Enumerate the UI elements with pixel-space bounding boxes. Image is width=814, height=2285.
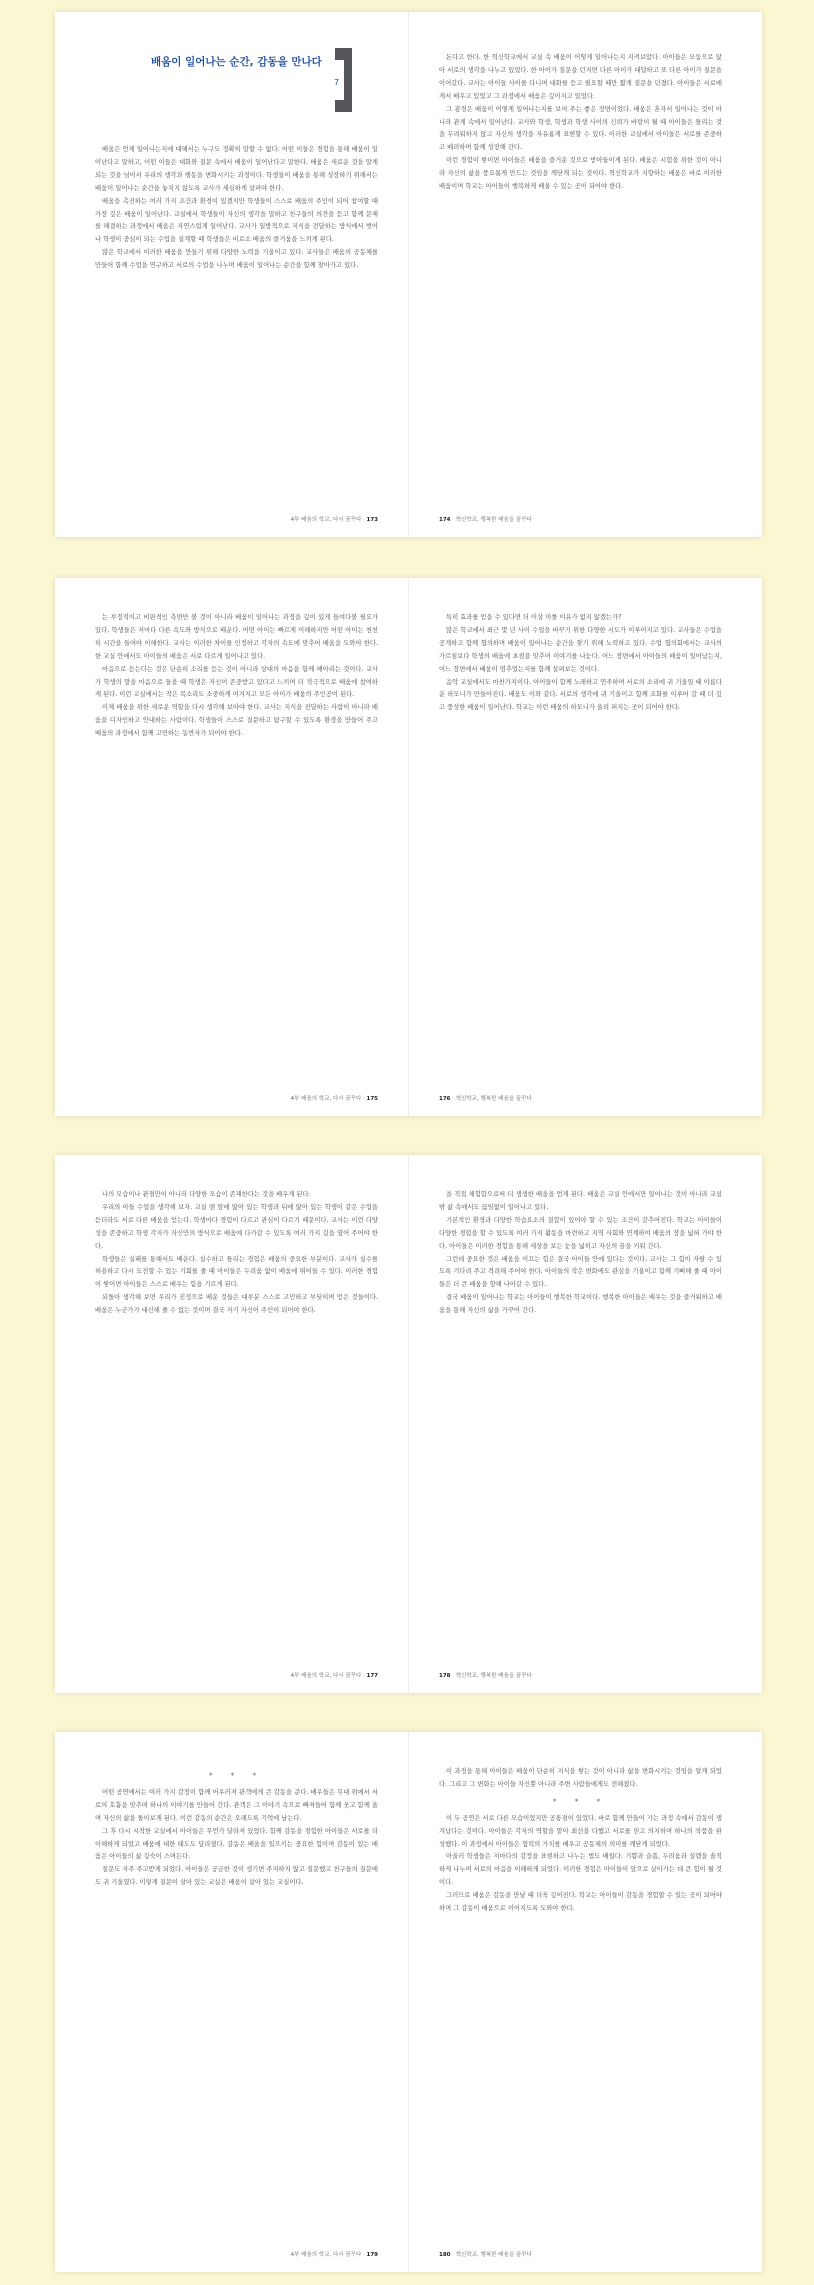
page-body-text: [95, 144, 378, 273]
page-174: [409, 12, 762, 537]
paragraph: 어떤 공연에서는 여러 가지 감정이 함께 어우러져 관객에게 큰 감동을 준다. 배우들은 무대 위에서 서로의 호흡을 맞추며 하나의 이야기를 만들어 간다. 관객은 그 이야기 속으로 빠져들어 함께 웃고 함께 울며 자신의 삶을 돌아보게 된다. 이런 감동의 순간은 오래도록 기억에 남는다.: [95, 1788, 378, 1822]
paragraph: 되돌아 생각해 보면 우리가 진정으로 배운 것들은 대부분 스스로 고민하고 부딪히며 얻은 것들이다. 배움은 누군가가 대신해 줄 수 없는 것이며 결국 자기 자신이 주인이 되어야 한다.: [95, 1294, 378, 1315]
page-footer: 4부 배움의 학교, 다시 꿈꾸다 · 175: [290, 1096, 378, 1102]
page-number: 176: [439, 1096, 451, 1102]
page-footer: 180 · 혁신학교, 행복한 배움을 꿈꾸다: [439, 2252, 532, 2258]
paragraph: 많은 학교에서 최근 몇 년 사이 수업을 바꾸기 위한 다양한 시도가 이루어지고 있다. 교사들은 수업을 공개하고 함께 협의하며 배움이 일어나는 순간을 찾기 위해 노력하고 있다. 수업 협의회에서는 교사의 가르침보다 학생의 배움에 초점을 맞추어 이야기를 나눈다. 어느 장면에서 아이들의 배움이 일어났는지, 어느 장면에서 배움이 멈추었는지를 함께 살펴보는 것이다.: [439, 626, 722, 673]
page-175: [55, 578, 408, 1116]
footer-label: 혁신학교, 행복한 배움을 꿈꾸다: [455, 1673, 532, 1679]
section-divider-stars: * * *: [553, 1797, 608, 1806]
book-spread-1: [55, 12, 762, 537]
page-body-text: [439, 1189, 722, 1318]
paragraph: 특히 효과를 얻을 수 있다면 더 이상 미룰 이유가 없지 않겠는가?: [446, 614, 622, 621]
page-body-text: [95, 1766, 378, 1890]
footer-label: 4부 배움의 학교, 다시 꿈꾸다: [290, 1673, 362, 1679]
paragraph: 을 직접 체험함으로써 더 생생한 배움을 얻게 된다. 배움은 교실 안에서만 일어나는 것이 아니라 교실 밖 삶 속에서도 끊임없이 일어나고 있다.: [439, 1191, 722, 1211]
paragraph: 그 광경은 배움이 어떻게 일어나는지를 보여 주는 좋은 장면이었다. 배움은 혼자서 일어나는 것이 아니라 관계 속에서 일어난다. 교사와 학생, 학생과 학생 사이의 신뢰가 바탕이 될 때 아이들은 틀리는 것을 두려워하지 않고 자신의 생각을 자유롭게 표현할 수 있다. 이러한 교실에서 아이들은 서로를 존중하고 배려하며 함께 성장해 간다.: [439, 105, 722, 152]
paragraph: 이 과정을 통해 아이들은 배움이 단순히 지식을 쌓는 것이 아니라 삶을 변화시키는 것임을 알게 되었다. 그리고 그 변화는 아이들 자신뿐 아니라 주변 사람들에게도 전해졌다.: [439, 1768, 722, 1788]
page-number: 174: [439, 517, 451, 523]
page-footer: 174 · 혁신학교, 행복한 배움을 꿈꾸다: [439, 517, 532, 523]
paragraph: 우리의 아들 수업을 생각해 보자. 교실 맨 앞에 앉아 있는 학생과 뒤에 앉아 있는 학생이 같은 수업을 듣더라도 서로 다른 배움을 얻는다. 학생마다 경험이 다르고 관심이 다르기 때문이다. 교사는 이런 다양성을 존중하고 학생 각자가 자신만의 방식으로 배움에 다가갈 수 있도록 여러 가지 길을 열어 주어야 한다.: [95, 1203, 378, 1250]
paragraph: 기본적인 환경과 다양한 학습요소의 결합이 있어야 할 수 있는 조건이 갖추어진다. 학교는 아이들이 다양한 경험을 할 수 있도록 여러 가지 활동을 마련하고 지역 사회와 연계하여 배움의 장을 넓혀 가야 한다. 아이들은 이러한 경험을 통해 세상을 보는 눈을 넓히고 자신의 꿈을 키워 간다.: [439, 1216, 722, 1250]
footer-label: 혁신학교, 행복한 배움을 꿈꾸다: [455, 1096, 532, 1102]
chapter-title: 배움이 일어나는 순간, 감동을 만나다: [151, 56, 322, 68]
page-179: [55, 1732, 408, 2272]
page-number: 173: [366, 517, 378, 523]
page-body-text: [439, 1766, 722, 1916]
paragraph: 이 두 공연은 서로 다른 모습이었지만 공통점이 있었다. 바로 함께 만들어 가는 과정 속에서 감동이 생겨났다는 것이다. 아이들은 각자의 역할을 맡아 최선을 다했고 서로를 믿고 의지하며 하나의 작품을 완성했다. 이 과정에서 아이들은 협력의 가치를 배우고 공동체의 의미를 깨닫게 되었다.: [439, 1814, 722, 1848]
paragraph: 이런 경험이 쌓이면 아이들은 배움을 즐거운 것으로 받아들이게 된다. 배움은 시험을 위한 것이 아니라 자신의 삶을 풍요롭게 만드는 것임을 깨닫게 되는 것이다. 혁신학교가 지향하는 배움은 바로 이러한 배움이며 학교는 아이들이 행복하게 배울 수 있는 곳이 되어야 한다.: [439, 157, 722, 191]
footer-label: 4부 배움의 학교, 다시 꿈꾸다: [290, 517, 362, 523]
paragraph: 배움을 촉진하는 여러 가지 조건과 환경이 있겠지만 학생들이 스스로 배움의 주인이 되어 참여할 때 가장 깊은 배움이 일어난다. 교실에서 학생들이 자신의 생각을 말하고 친구들의 의견을 듣고 함께 문제를 해결하는 과정에서 배움은 자연스럽게 일어난다. 교사가 일방적으로 지식을 전달하는 방식에서 벗어나 학생이 중심이 되는 수업을 설계할 때 학생들은 비로소 배움의 즐거움을 느끼게 된다.: [95, 197, 378, 244]
page-footer: 4부 배움의 학교, 다시 꿈꾸다 · 177: [290, 1673, 378, 1679]
page-body-text: [439, 52, 722, 194]
paragraph: 나의 모습이나 관점만이 아니라 다양한 모습이 존재한다는 것을 배우게 된다.: [102, 1191, 311, 1198]
page-number: 180: [439, 2252, 451, 2258]
book-spread-4: [55, 1732, 762, 2272]
page-176: [409, 578, 762, 1116]
paragraph: 그런데 중요한 것은 배움을 이끄는 힘은 결국 아이들 안에 있다는 것이다. 교사는 그 힘이 자랄 수 있도록 기다려 주고 격려해 주어야 한다. 아이들의 작은 변화에도 관심을 기울이고 함께 기뻐해 줄 때 아이들은 더 큰 배움을 향해 나아갈 수 있다.: [439, 1255, 722, 1289]
paragraph: 결국 배움이 일어나는 학교는 아이들이 행복한 학교이다. 행복한 아이들은 배우는 것을 즐거워하고 배움을 통해 자신의 삶을 가꾸어 간다.: [439, 1294, 722, 1315]
page-body-text: [95, 612, 378, 741]
paragraph: 이제 배움을 위한 새로운 역할을 다시 생각해 보아야 한다. 교사는 지식을 전달하는 사람이 아니라 배움을 디자인하고 안내하는 사람이다. 학생들이 스스로 질문하고 탐구할 수 있도록 환경을 만들어 주고 배움의 과정에서 함께 고민하는 동반자가 되어야 한다.: [95, 704, 378, 738]
paragraph: 그 후 다시 시작한 교실에서 아이들은 무언가 달라져 있었다. 함께 감동을 경험한 아이들은 서로를 더 이해하게 되었고 배움에 대한 태도도 달라졌다. 감동은 배움을 일으키는 중요한 힘이며 감동이 있는 배움은 아이들의 삶 깊숙이 스며든다.: [95, 1827, 378, 1861]
paragraph: 학생들은 실패를 통해서도 배운다. 실수하고 틀리는 경험은 배움의 중요한 부분이다. 교사가 실수를 허용하고 다시 도전할 수 있는 기회를 줄 때 아이들은 두려움 없이 배움에 뛰어들 수 있다. 이러한 경험이 쌓이면 아이들은 스스로 배우는 힘을 기르게 된다.: [95, 1255, 378, 1289]
page-number: 179: [366, 2252, 378, 2258]
paragraph: 많은 학교에서 이러한 배움을 만들기 위해 다양한 노력을 기울이고 있다. 교사들은 배움의 공동체를 만들어 함께 수업을 연구하고 서로의 수업을 나누며 배움이 일어나는 순간을 함께 찾아가고 있다.: [95, 249, 378, 270]
paragraph: 는 부정적이고 비판적인 측면만 볼 것이 아니라 배움이 일어나는 과정을 깊이 있게 들여다볼 필요가 있다. 학생들은 저마다 다른 속도와 방식으로 배운다. 어떤 아이는 빠르게 이해하지만 어떤 아이는 천천히 시간을 들여야 이해한다. 교사는 이러한 차이를 인정하고 각자의 속도에 맞추어 배움을 도와야 한다. 한 교실 안에서도 아이들의 배움은 서로 다르게 일어나고 있다.: [95, 614, 378, 660]
page-body-text: [95, 1189, 378, 1318]
page-173: [55, 12, 408, 537]
page-number: 175: [366, 1096, 378, 1102]
chapter-number: 7: [334, 78, 340, 87]
page-footer: 4부 배움의 학교, 다시 꿈꾸다 · 173: [290, 517, 378, 523]
page-body-text: [439, 612, 722, 715]
paragraph: 배움은 언제 일어나는지에 대해서는 누구도 정확히 말할 수 없다. 어떤 이들은 경험을 통해 배움이 일어난다고 말하고, 어떤 이들은 대화와 질문 속에서 배움이 일어난다고 말한다. 배움은 새로운 것을 알게 되는 것을 넘어서 우리의 생각과 행동을 변화시키는 과정이다. 학생들이 배움을 통해 성장하기 위해서는 배움이 일어나는 순간을 놓치지 않도록 교사가 세심하게 살펴야 한다.: [95, 146, 378, 192]
paragraph: 질문도 자주 주고받게 되었다. 아이들은 궁금한 것이 생기면 주저하지 않고 질문했고 친구들의 질문에도 귀 기울였다. 이렇게 질문이 살아 있는 교실은 배움이 살아 있는 교실이다.: [95, 1866, 378, 1887]
footer-label: 4부 배움의 학교, 다시 꿈꾸다: [290, 2252, 362, 2258]
page-180: [409, 1732, 762, 2272]
page-footer: 176 · 혁신학교, 행복한 배움을 꿈꾸다: [439, 1096, 532, 1102]
footer-label: 혁신학교, 행복한 배움을 꿈꾸다: [455, 2252, 532, 2258]
paragraph: 음악 교실에서도 마찬가지이다. 아이들이 함께 노래하고 연주하며 서로의 소리에 귀 기울일 때 아름다운 하모니가 만들어진다. 배움도 이와 같다. 서로의 생각에 귀 기울이고 함께 조화를 이루어 갈 때 더 깊고 풍성한 배움이 일어난다. 학교는 이런 배움의 하모니가 울려 퍼지는 곳이 되어야 한다.: [439, 678, 722, 712]
paragraph: 아울러 학생들은 저마다의 감정을 표현하고 나누는 법도 배웠다. 기쁨과 슬픔, 두려움과 설렘을 솔직하게 나누며 서로의 마음을 이해하게 되었다. 이러한 경험은 아이들이 앞으로 살아가는 데 큰 힘이 될 것이다.: [439, 1853, 722, 1887]
section-divider-stars: * * *: [209, 1772, 264, 1780]
page-number: 178: [439, 1673, 451, 1679]
page-footer: 4부 배움의 학교, 다시 꿈꾸다 · 179: [290, 2252, 378, 2258]
paragraph: 마음으로 듣는다는 것은 단순히 소리를 듣는 것이 아니라 상대의 마음을 함께 헤아리는 것이다. 교사가 학생의 말을 마음으로 들을 때 학생은 자신이 존중받고 있다고 느끼며 더 적극적으로 배움에 참여하게 된다. 이런 교실에서는 작은 목소리도 소중하게 여겨지고 모든 아이가 배움의 주인공이 된다.: [95, 665, 378, 699]
book-spread-3: [55, 1155, 762, 1693]
page-177: [55, 1155, 408, 1693]
footer-label: 혁신학교, 행복한 배움을 꿈꾸다: [455, 517, 532, 523]
footer-label: 4부 배움의 학교, 다시 꿈꾸다: [290, 1096, 362, 1102]
page-178: [409, 1155, 762, 1693]
paragraph: 그러므로 배움은 감동을 만날 때 더욱 깊어진다. 학교는 아이들이 감동을 경험할 수 있는 곳이 되어야 하며 그 감동이 배움으로 이어지도록 도와야 한다.: [439, 1892, 722, 1913]
paragraph: 돈다고 한다. 한 혁신학교에서 교실 속 배움이 어떻게 일어나는지 지켜보았다. 아이들은 모둠으로 앉아 서로의 생각을 나누고 있었다. 한 아이가 질문을 던지면 다른 아이가 대답하고 또 다른 아이가 질문을 이어갔다. 교사는 아이들 사이를 다니며 대화를 듣고 필요할 때만 짧게 질문을 던졌다. 아이들은 서로에게서 배우고 있었고 그 과정에서 배움은 깊어지고 있었다.: [439, 54, 722, 100]
page-footer: 178 · 혁신학교, 행복한 배움을 꿈꾸다: [439, 1673, 532, 1679]
page-number: 177: [366, 1673, 378, 1679]
book-spread-2: [55, 578, 762, 1116]
